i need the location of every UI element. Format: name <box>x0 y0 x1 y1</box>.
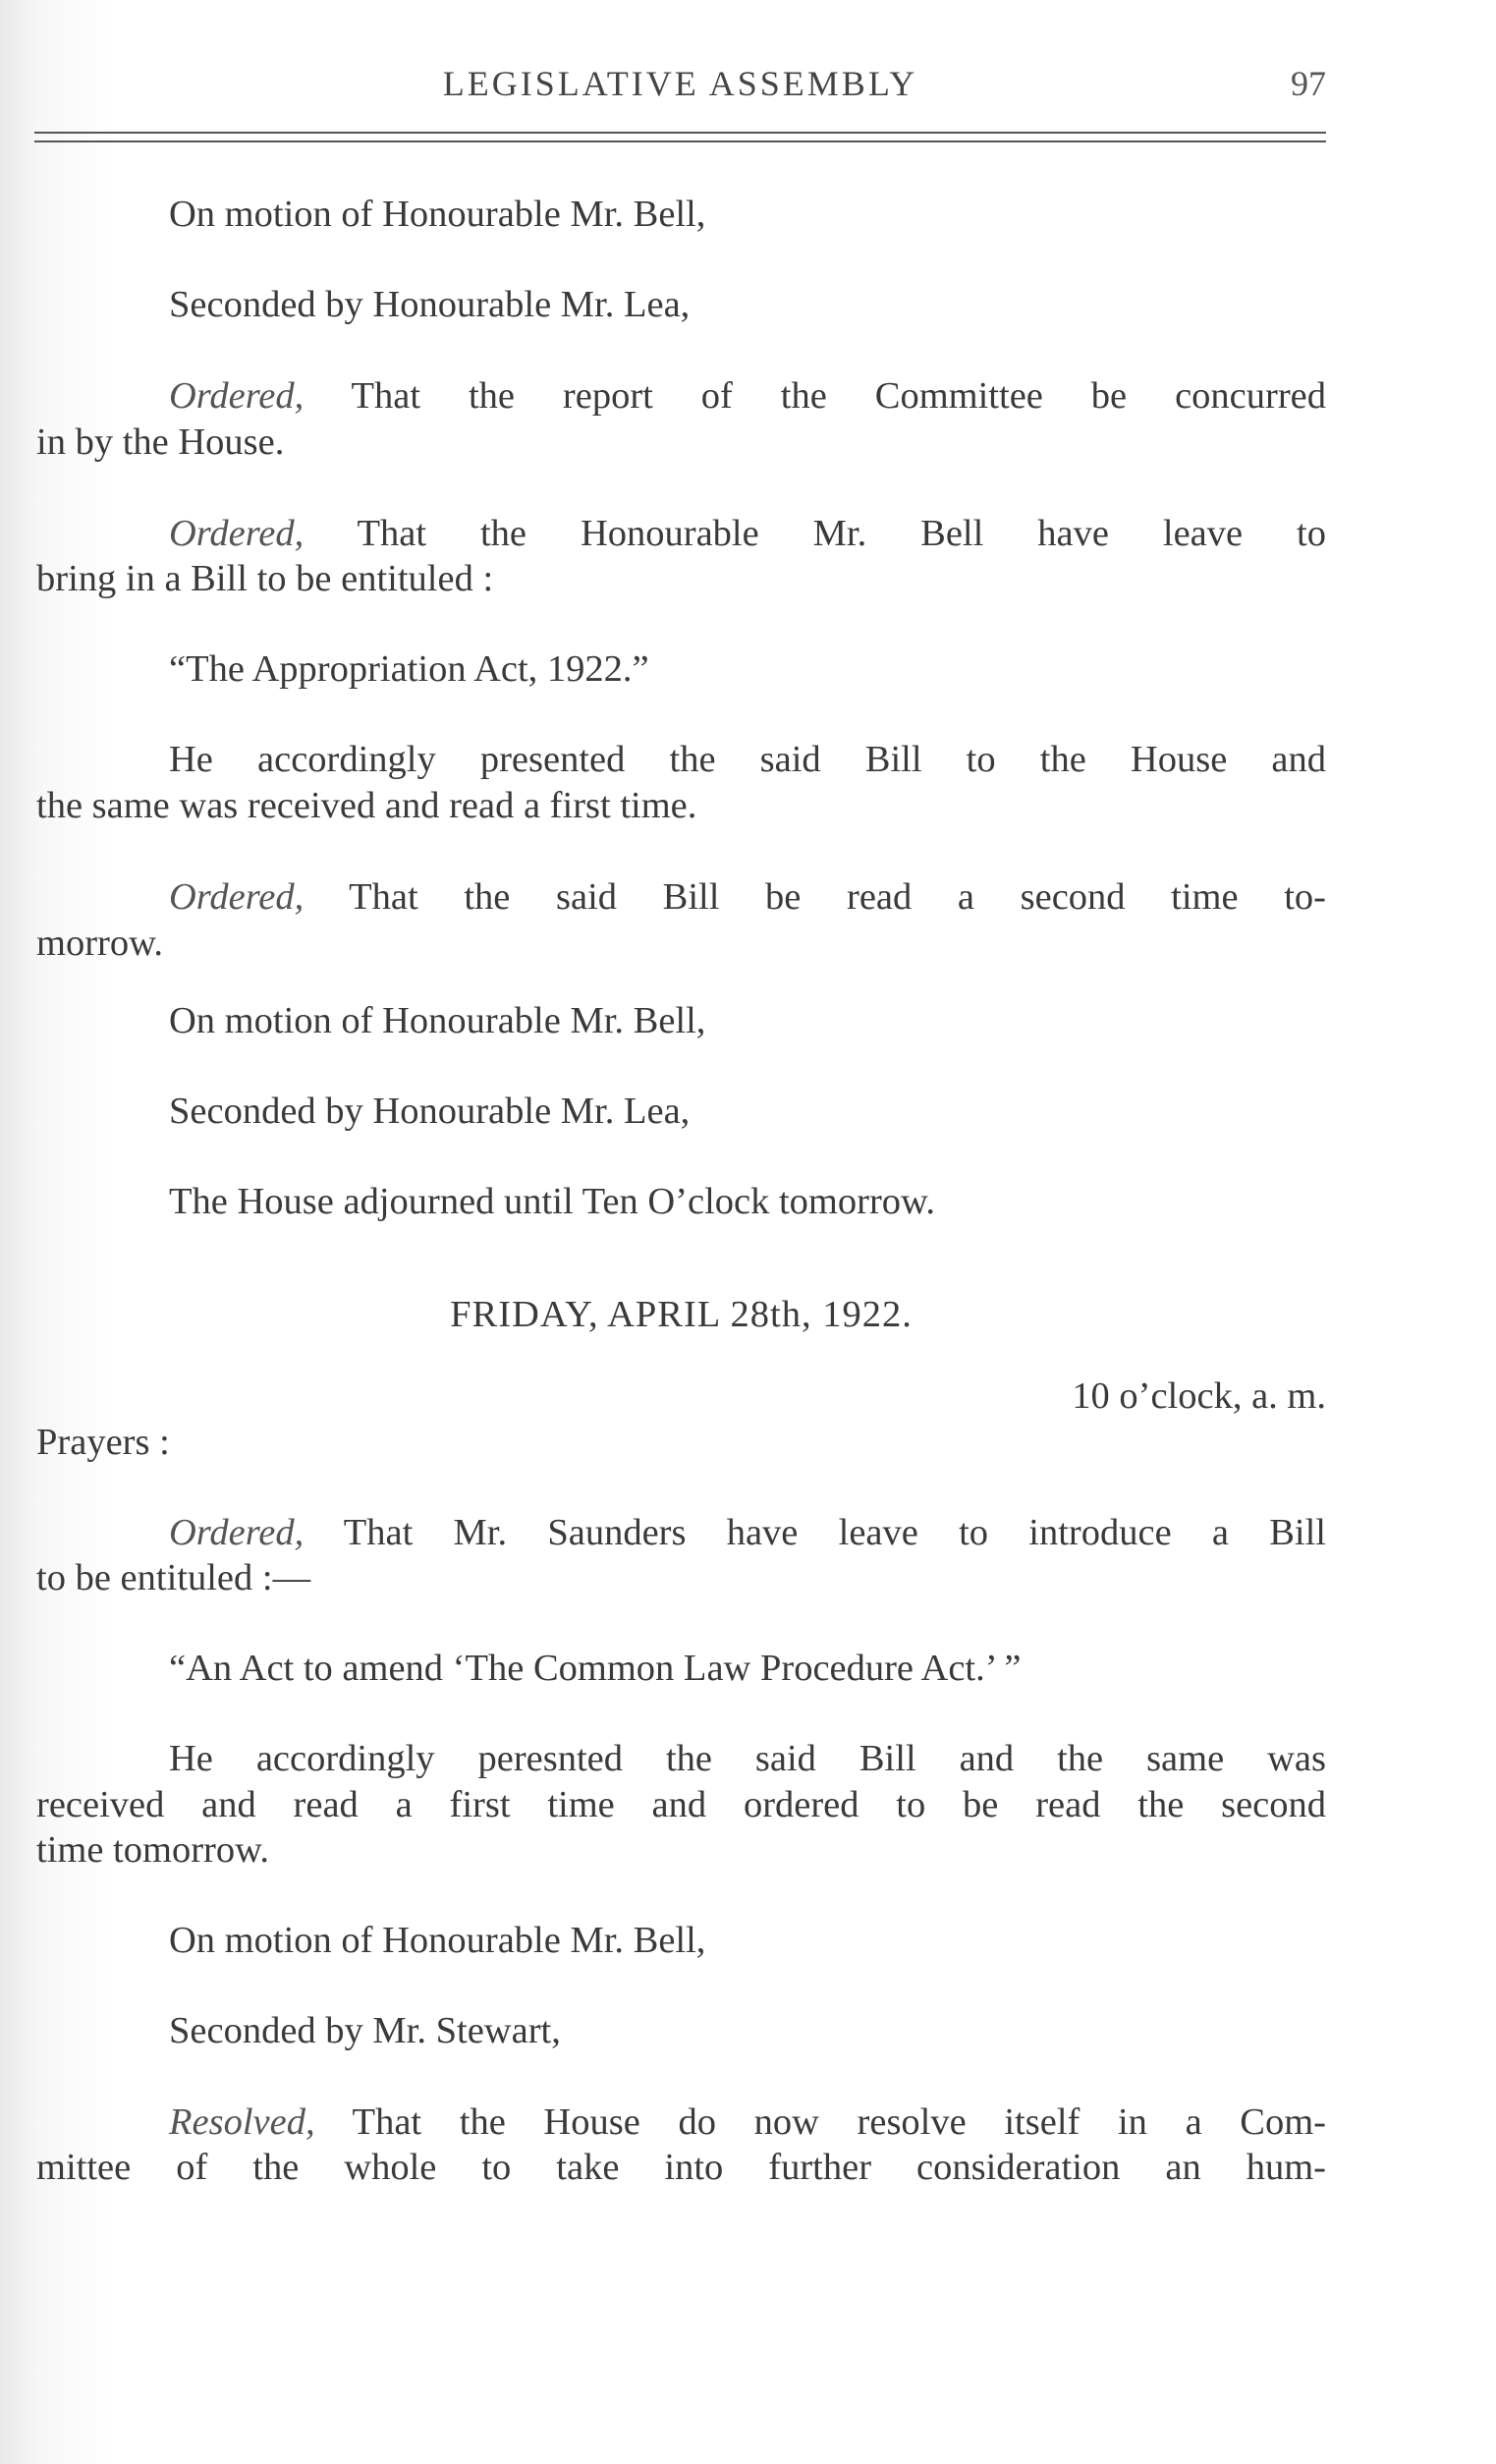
paragraph-text: That the report of the Committee be concurred <box>351 375 1326 417</box>
header-rule-bottom <box>34 140 1326 142</box>
seconded-line: Seconded by Mr. Stewart, <box>169 2010 561 2051</box>
paragraph-line: He accordingly peresnted the said Bill and the same was <box>169 1738 1326 1779</box>
paragraph-text: That the said Bill be read a second time to- <box>349 876 1326 918</box>
paragraph-line: He accordingly presented the said Bill to the House and <box>169 739 1326 780</box>
page-header <box>34 63 1326 122</box>
ordered-label: Ordered, <box>169 876 305 918</box>
ordered-label: Ordered, <box>169 513 305 554</box>
running-head: LEGISLATIVE ASSEMBLY <box>442 64 918 103</box>
resolved-label: Resolved, <box>169 2101 315 2143</box>
paragraph-continuation: received and read a first time and ordered to be read the second <box>36 1784 1326 1825</box>
paragraph-continuation: in by the House. <box>36 421 285 463</box>
date-heading: FRIDAY, APRIL 28th, 1922. <box>450 1294 913 1335</box>
paragraph-continuation: to be entituled :— <box>36 1557 311 1598</box>
paragraph-continuation: the same was received and read a first time. <box>36 785 697 826</box>
motion-line: On motion of Honourable Mr. Bell, <box>169 194 706 235</box>
paragraph-continuation: mittee of the whole to take into further consideration an hum- <box>36 2147 1326 2188</box>
motion-line: On motion of Honourable Mr. Bell, <box>169 1920 706 1961</box>
page-number: 97 <box>1291 64 1326 103</box>
adjourned-line: The House adjourned until Ten O’clock tomorrow. <box>169 1181 935 1222</box>
seconded-line: Seconded by Honourable Mr. Lea, <box>169 1091 691 1132</box>
prayers-line: Prayers : <box>36 1422 170 1463</box>
resolved-paragraph-line <box>169 2100 1326 2145</box>
ordered-label: Ordered, <box>169 1512 305 1553</box>
paragraph-text: That Mr. Saunders have leave to introduce a Bill <box>343 1512 1326 1553</box>
paragraph-continuation: bring in a Bill to be entituled : <box>36 558 494 599</box>
motion-line: On motion of Honourable Mr. Bell, <box>169 1000 706 1041</box>
ordered-paragraph-line <box>169 874 1326 920</box>
paragraph-continuation: morrow. <box>36 923 164 964</box>
paragraph-text: That the Honourable Mr. Bell have leave to <box>357 513 1326 554</box>
header-rule-top <box>34 132 1326 134</box>
ordered-paragraph-line <box>169 511 1326 556</box>
paragraph-text: That the House do now resolve itself in a Com- <box>352 2101 1326 2143</box>
paragraph-continuation: time tomorrow. <box>36 1829 270 1871</box>
ordered-paragraph-line <box>169 1510 1326 1555</box>
ordered-label: Ordered, <box>169 375 305 417</box>
bill-title: “An Act to amend ‘The Common Law Procedure Act.’ ” <box>169 1648 1022 1689</box>
session-time: 10 o’clock, a. m. <box>1072 1375 1326 1417</box>
ordered-paragraph-line <box>169 373 1326 419</box>
seconded-line: Seconded by Honourable Mr. Lea, <box>169 284 691 325</box>
bill-title: “The Appropriation Act, 1922.” <box>169 648 649 690</box>
